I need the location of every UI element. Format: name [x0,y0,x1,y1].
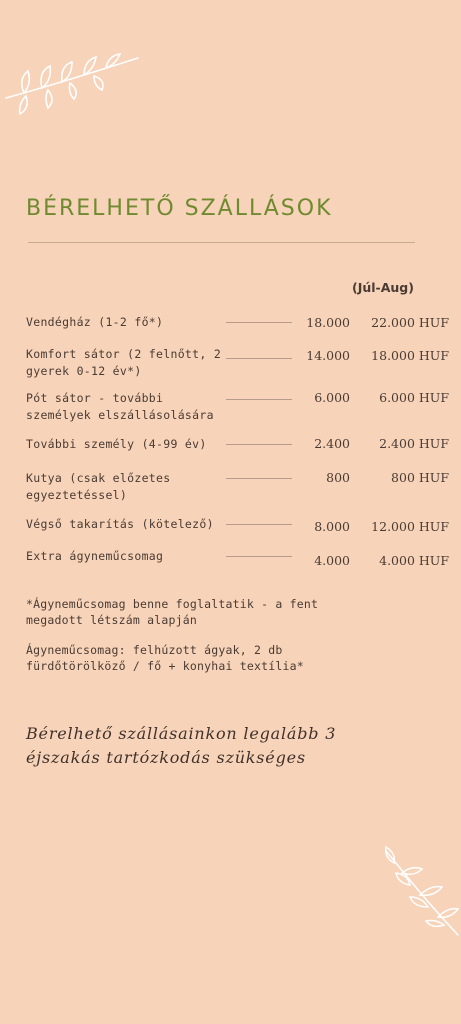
season-column-header: (Júl-Aug) [352,280,414,295]
row-leader-line [226,444,292,445]
row-price-1: 800 [326,470,350,485]
row-label: Vendégház (1-2 fő*) [26,315,164,329]
row-price-2: 6.000 HUF [379,390,449,405]
minimum-stay-note: Bérelhető szállásainkon legalább 3 éjszakás tartózkodás szükséges [26,724,337,767]
row-price-1: 2.400 [314,436,350,451]
row-price-1: 14.000 [306,348,350,363]
row-leader-line [226,358,292,359]
row-price-2: 18.000 HUF [371,348,449,363]
row-price-1: 18.000 [306,315,350,330]
row-leader-line [226,399,292,400]
row-price-1: 8.000 [314,519,350,534]
row-price-1: 4.000 [314,553,350,568]
row-price-2: 22.000 HUF [371,315,449,330]
row-price-2: 12.000 HUF [371,519,449,534]
row-label: Komfort sátor (2 felnőtt, 2 gyerek 0-12 év*) [26,347,222,378]
page-title: BÉRELHETŐ SZÁLLÁSOK [26,196,333,221]
row-leader-line [226,478,292,479]
row-leader-line [226,524,292,525]
row-leader-line [226,322,292,323]
row-price-2: 800 HUF [391,470,449,485]
row-label: További személy (4-99 év) [26,437,207,451]
row-label: Végső takarítás (kötelező) [26,517,214,531]
row-price-2: 4.000 HUF [379,553,449,568]
row-leader-line [226,556,292,557]
row-price-2: 2.400 HUF [379,436,449,451]
title-divider [28,242,415,243]
row-label: Pót sátor - további személyek elszállásolására [26,391,214,422]
row-label: Extra ágyneműcsomag [26,549,164,563]
bedding-description: Ágyneműcsomag: felhúzott ágyak, 2 db fürdőtörölköző / fő + konyhai textília* [26,643,304,673]
footnote-text: *Ágyneműcsomag benne foglaltatik - a fent megadott létszám alapján [26,597,319,627]
row-label: Kutya (csak előzetes egyeztetéssel) [26,471,171,502]
leaf-branch-top-icon [2,40,142,115]
row-price-1: 6.000 [314,390,350,405]
leaf-branch-bottom-icon [380,845,461,940]
